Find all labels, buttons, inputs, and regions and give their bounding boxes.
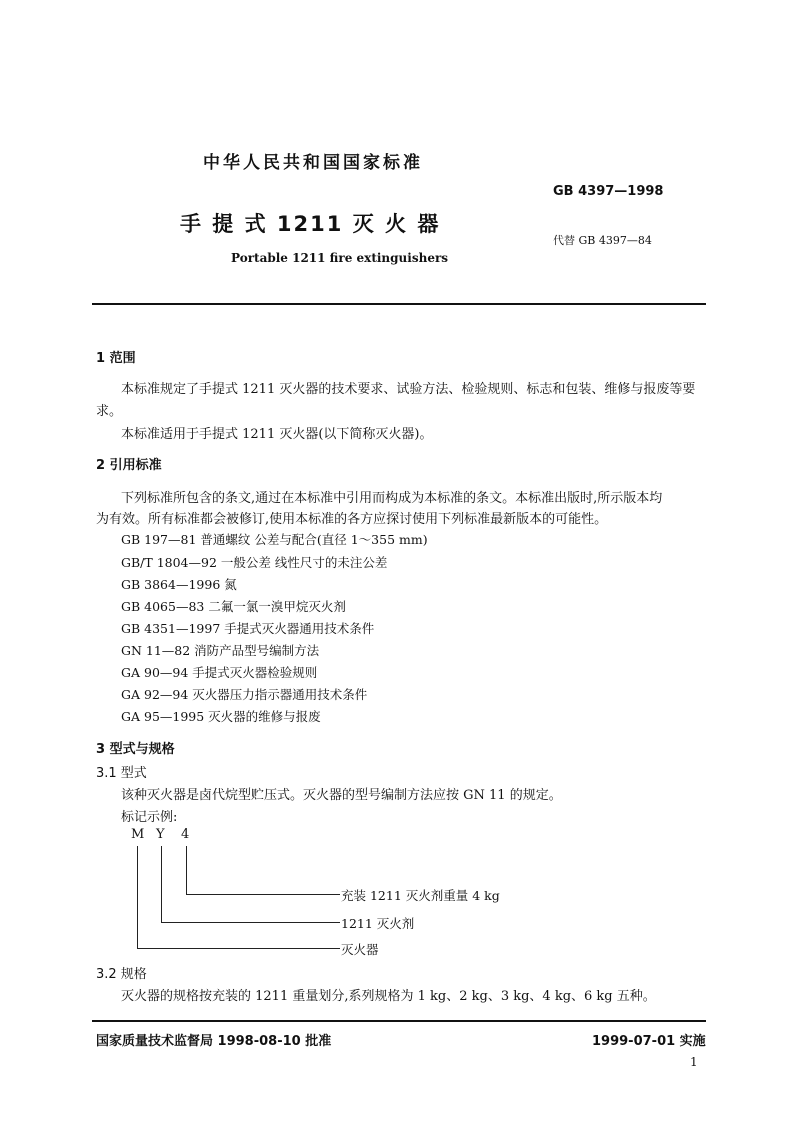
section-3-1-para: 该种灭火器是卤代烷型贮压式。灭火器的型号编制方法应按 GN 11 的规定。 [121, 788, 562, 803]
section-2-para-line1: 下列标准所包含的条文,通过在本标准中引用而构成为本标准的条文。本标准出版时,所示版本均 [121, 491, 663, 506]
reference-item: GA 92—94 灭火器压力指示器通用技术条件 [121, 687, 368, 702]
standard-code: GB 4397—1998 [553, 184, 664, 199]
model-letter-4: 4 [181, 827, 190, 842]
reference-item: GA 95—1995 灭火器的维修与报废 [121, 709, 321, 724]
header-rule [92, 303, 706, 305]
approval-note: 国家质量技术监督局 1998-08-10 批准 [96, 1034, 332, 1049]
page-number: 1 [690, 1055, 698, 1069]
diagram-horizontal-line-y [161, 922, 340, 923]
section-3-2-para: 灭火器的规格按充装的 1211 重量划分,系列规格为 1 kg、2 kg、3 kg、4 kg、6 kg 五种。 [121, 989, 656, 1004]
model-letter-m: M [131, 827, 145, 842]
model-label-extinguisher: 灭火器 [341, 942, 379, 957]
reference-item: GB 4065—83 二氟一氯一溴甲烷灭火剂 [121, 599, 346, 614]
document-title: 手 提 式 1211 灭 火 器 [180, 212, 441, 236]
section-1-para2: 本标准适用于手提式 1211 灭火器(以下简称灭火器)。 [121, 427, 433, 442]
section-1-para1-line2: 求。 [96, 404, 123, 419]
reference-item: GN 11—82 消防产品型号编制方法 [121, 643, 320, 658]
diagram-vertical-line-4 [186, 846, 187, 894]
section-3-2-heading: 3.2 规格 [96, 967, 147, 982]
section-1-para1-line1: 本标准规定了手提式 1211 灭火器的技术要求、试验方法、检验规则、标志和包装、维修与报废等要 [121, 382, 696, 397]
reference-item: GA 90—94 手提式灭火器检验规则 [121, 665, 318, 680]
section-3-heading: 3 型式与规格 [96, 742, 175, 757]
diagram-vertical-line-m [137, 846, 138, 948]
model-label-agent: 1211 灭火剂 [341, 916, 415, 931]
diagram-horizontal-line-4 [186, 894, 340, 895]
replaces-note: 代替 GB 4397—84 [553, 234, 652, 247]
model-label-weight: 充装 1211 灭火剂重量 4 kg [341, 888, 500, 903]
reference-item: GB 3864—1996 氮 [121, 577, 237, 592]
reference-item: GB/T 1804—92 一般公差 线性尺寸的未注公差 [121, 555, 388, 570]
section-2-heading: 2 引用标准 [96, 458, 162, 473]
section-1-heading: 1 范围 [96, 351, 136, 366]
reference-item: GB 197—81 普通螺纹 公差与配合(直径 1～355 mm) [121, 532, 428, 547]
reference-item: GB 4351—1997 手提式灭火器通用技术条件 [121, 621, 375, 636]
section-2-para-line2: 为有效。所有标准都会被修订,使用本标准的各方应探讨使用下列标准最新版本的可能性。 [96, 512, 608, 527]
model-letter-y: Y [156, 827, 165, 842]
implementation-date: 1999-07-01 实施 [592, 1034, 706, 1049]
footer-rule [92, 1020, 706, 1022]
diagram-vertical-line-y [161, 846, 162, 922]
section-3-1-heading: 3.1 型式 [96, 766, 147, 781]
diagram-horizontal-line-m [137, 948, 340, 949]
national-standard-title: 中华人民共和国国家标准 [203, 153, 423, 173]
marking-example-label: 标记示例: [121, 810, 178, 825]
english-title: Portable 1211 fire extinguishers [231, 251, 449, 265]
